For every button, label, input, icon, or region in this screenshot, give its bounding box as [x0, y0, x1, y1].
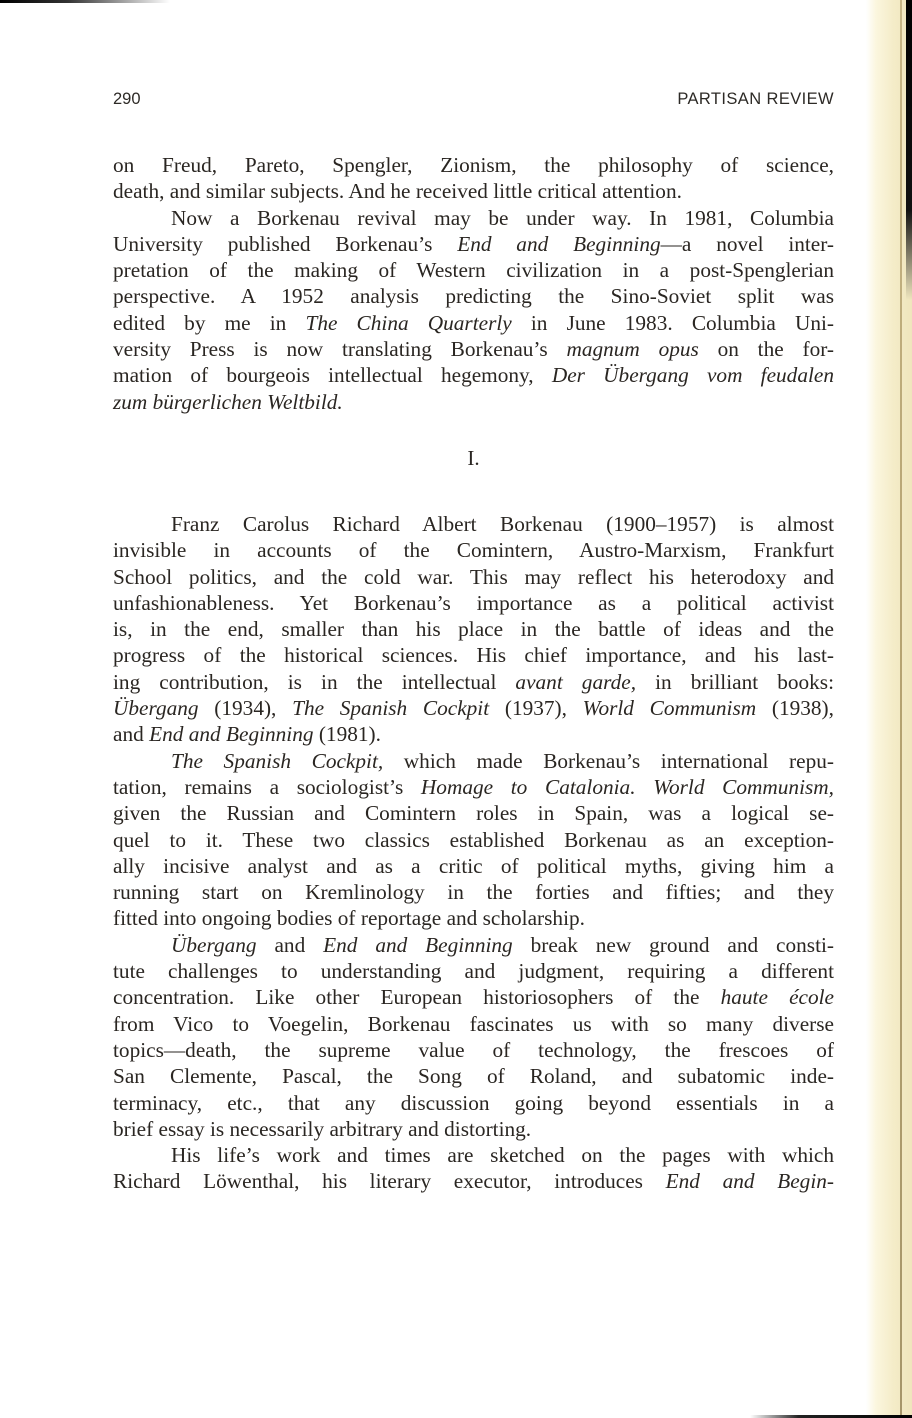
scan-top-edge	[0, 0, 170, 3]
text-line	[113, 721, 834, 747]
running-head-title: PARTISAN REVIEW	[677, 90, 834, 108]
text-line	[113, 1090, 834, 1116]
paragraph	[113, 932, 834, 1142]
paragraph	[113, 748, 834, 932]
text-line	[113, 748, 834, 774]
text-line	[113, 958, 834, 984]
text-run: ing contribution, is in the intellectual	[113, 669, 516, 694]
text-line	[113, 231, 834, 257]
paragraph	[113, 152, 834, 205]
text-line	[113, 257, 834, 283]
text-run: (1938),	[756, 696, 834, 721]
paragraph	[113, 1142, 834, 1195]
text-line	[113, 642, 834, 668]
text-run: Richard Löwenthal, his literary executor, introduces	[113, 1169, 666, 1194]
text-run: mation of bourgeois intellectual hegemony,	[113, 363, 552, 388]
text-line	[113, 310, 834, 336]
italic-title: Übergang	[113, 696, 199, 721]
text-line	[113, 1011, 834, 1037]
text-run: University published Borkenau’s	[113, 231, 458, 256]
text-run: and	[113, 722, 150, 747]
text-run: on Freud, Pareto, Spengler, Zionism, the philosophy of science,	[113, 153, 834, 177]
text-line	[113, 800, 834, 826]
gutter-crease	[900, 0, 902, 1418]
text-run: —a novel inter-	[660, 231, 835, 256]
text-run: progress of the historical sciences. His chief importance, and his last-	[113, 643, 834, 668]
text-run: School politics, and the cold war. This may reflect his heterodoxy and	[113, 564, 834, 589]
text-line	[113, 1063, 834, 1089]
text-run: edited by me in	[113, 310, 306, 335]
text-line	[113, 152, 834, 178]
italic-title: End and Beginning	[457, 231, 661, 256]
text-run: and	[256, 932, 324, 957]
text-line	[113, 537, 834, 563]
italic-title: Der Übergang vom feudalen	[551, 363, 834, 388]
italic-title: magnum opus	[566, 337, 699, 362]
text-line	[113, 336, 834, 362]
text-run: which made Borkenau’s international repu-	[383, 748, 834, 773]
text-run: on the for-	[698, 337, 834, 362]
section-heading: I.	[467, 445, 480, 470]
text-run: unfashionableness. Yet Borkenau’s importance as a political activist	[113, 590, 834, 615]
text-run: perspective. A 1952 analysis predicting the Sino-Soviet split was	[113, 284, 834, 309]
text-run: fitted into ongoing bodies of reportage and scholarship.	[113, 906, 585, 931]
text-line	[113, 827, 834, 853]
text-line	[113, 616, 834, 642]
text-run: terminacy, etc., that any discussion going beyond essentials in a	[113, 1090, 834, 1115]
text-run: in June 1983. Columbia Uni-	[511, 310, 834, 335]
text-run: tation, remains a sociologist’s	[113, 774, 421, 799]
italic-title: haute école	[720, 985, 835, 1010]
text-line	[113, 590, 834, 616]
scan-right-edge	[906, 0, 912, 300]
page-number: 290	[113, 90, 141, 108]
italic-title: World Communism	[582, 696, 757, 721]
text-line	[113, 1168, 834, 1194]
text-line	[113, 362, 834, 388]
italic-title: zum bürgerlichen Weltbild.	[113, 389, 343, 414]
text-line	[113, 178, 834, 204]
text-line	[113, 511, 834, 537]
text-line	[113, 932, 834, 958]
text-line	[113, 879, 834, 905]
article-body	[113, 152, 834, 1195]
italic-title: Homage to Catalonia. World Communism,	[420, 774, 834, 799]
text-run: running start on Kremlinology in the forties and fifties; and they	[113, 880, 834, 905]
text-line	[113, 283, 834, 309]
paragraph	[113, 205, 834, 415]
text-line	[113, 1142, 834, 1168]
text-run: pretation of the making of Western civilization in a post-Spenglerian	[113, 258, 834, 283]
text-line	[113, 564, 834, 590]
italic-title: avant garde,	[515, 669, 637, 694]
text-run: versity Press is now translating Borkenau’s	[113, 337, 567, 362]
text-run: death, and similar subjects. And he received little critical attention.	[113, 179, 682, 204]
text-run: ally incisive analyst and as a critic of political myths, giving him a	[113, 853, 834, 878]
italic-title: End and Begin-	[665, 1169, 834, 1194]
text-run: (1934),	[198, 696, 293, 721]
text-run: (1937),	[489, 696, 583, 721]
text-run: topics—death, the supreme value of technology, the frescoes of	[113, 1037, 834, 1062]
text-line	[113, 1116, 834, 1142]
text-line	[113, 905, 834, 931]
text-run: given the Russian and Comintern roles in Spain, was a logical se-	[113, 801, 834, 826]
text-line	[113, 205, 834, 231]
text-line	[113, 695, 834, 721]
text-run: Franz Carolus Richard Albert Borkenau (1900–1957) is almost	[171, 511, 834, 536]
paragraph	[113, 511, 834, 748]
text-run: from Vico to Voegelin, Borkenau fascinates us with so many diverse	[113, 1011, 834, 1036]
italic-title: The China Quarterly	[305, 310, 512, 335]
text-run: in brilliant books:	[636, 669, 835, 694]
text-run: tute challenges to understanding and judgment, requiring a different	[113, 959, 834, 984]
italic-title: The Spanish Cockpit	[292, 696, 490, 721]
text-run: break new ground and consti-	[512, 932, 834, 957]
text-line	[113, 774, 834, 800]
text-run: quel to it. These two classics established Borkenau as an exception-	[113, 827, 834, 852]
text-line	[113, 669, 834, 695]
text-run: is, in the end, smaller than his place in the battle of ideas and the	[113, 617, 834, 642]
text-run: Now a Borkenau revival may be under way. In 1981, Columbia	[171, 205, 834, 230]
text-run: His life’s work and times are sketched on the pages with which	[171, 1143, 834, 1168]
text-line	[113, 389, 834, 415]
text-line	[113, 984, 834, 1010]
italic-title: Übergang	[171, 932, 257, 957]
running-header	[113, 90, 834, 116]
text-run: brief essay is necessarily arbitrary and distorting.	[113, 1116, 532, 1141]
text-run: (1981).	[313, 722, 381, 747]
text-run: San Clemente, Pascal, the Song of Roland, and subatomic inde-	[113, 1064, 834, 1089]
italic-title: The Spanish Cockpit,	[171, 748, 384, 773]
text-line	[113, 1037, 834, 1063]
text-line	[113, 853, 834, 879]
italic-title: End and Beginning	[323, 932, 513, 957]
text-run: concentration. Like other European historiosophers of the	[113, 985, 721, 1010]
italic-title: End and Beginning	[149, 722, 314, 747]
text-run: invisible in accounts of the Comintern, Austro-Marxism, Frankfurt	[113, 538, 834, 563]
